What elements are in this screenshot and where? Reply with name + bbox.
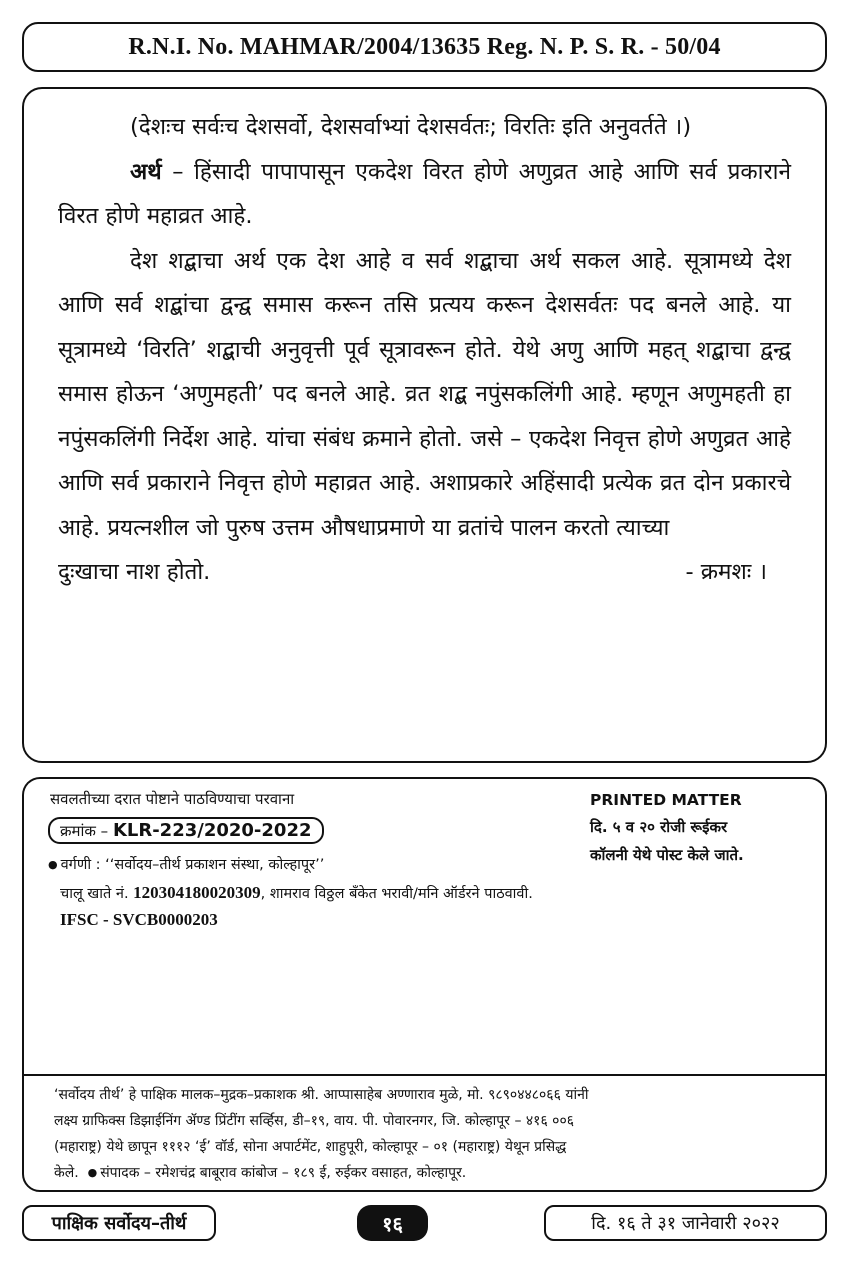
explanation-paragraph: देश शद्बाचा अर्थ एक देश आहे व सर्व शद्बाचा अर्थ सकल आहे. सूत्रामध्ये देश आणि सर्व शद्बांचा द्वन्द्व समास करून तसि प्रत्यय करून देशसर्वतः पद बनले आहे. या सूत्रामध्ये ‘विरति’ शद्बाची अनुवृत्ती पूर्व सूत्रावरून होते. येथे अणु आणि महत् शद्बाचा द्वन्द्व समास होऊन ‘अणुमहती’ पद बनले आहे. व्रत शद्ब नपुंसकलिंगी आहे. म्हणून अणुमहती हा नपुंसकलिंगी निर्देश आहे. यांचा संबंध क्रमाने होतो. जसे – एकदेश निवृत्त होणे अणुव्रत आहे आणि सर्व प्रकाराने निवृत्त होणे महाव्रत आहे. अशाप्रकारे अहिंसादी प्रत्येक व्रत दोन प्रकारचे आहे. प्रयत्नशील जो पुरुष उत्तम औषधाप्रमाणे या व्रतांचे पालन करतो त्याच्या <box>58 247 791 541</box>
postal-license-section <box>22 777 827 1077</box>
bullet-icon: ● <box>87 1166 98 1179</box>
publication-name: पाक्षिक सर्वोदय–तीर्थ <box>22 1205 216 1241</box>
bank-account-line <box>60 883 533 903</box>
imprint-line-3: (महाराष्ट्र) येथे छापून १११२ ‘ई’ वॉर्ड, सोना अपार्टमेंट, शाहुपूरी, कोल्हापूर – ०१ (महाराष्ट्र) येथून प्रसिद्ध <box>54 1139 567 1155</box>
license-number-value: KLR-223/2020-2022 <box>112 820 312 841</box>
publisher-imprint <box>22 1074 827 1192</box>
posting-info-line-2: कॉलनी येथे पोस्ट केले जाते. <box>590 846 744 864</box>
account-suffix: , शामराव विठ्ठल बँकेत भरावी/मनि ऑर्डरने पाठवावी. <box>260 886 533 902</box>
subscription-text: वर्गणी : ‘‘सर्वोदय–तीर्थ प्रकाशन संस्था, कोल्हापूर’’ <box>60 857 325 873</box>
article-body <box>22 87 827 763</box>
rni-registration-text: R.N.I. No. MAHMAR/2004/13635 Reg. N. P. S. R. - 50/04 <box>128 33 721 60</box>
license-number-badge <box>48 817 324 844</box>
ifsc-code: IFSC - SVCB0000203 <box>60 910 218 929</box>
imprint-line-1: ‘सर्वोदय तीर्थ’ हे पाक्षिक मालक–मुद्रक–प्रकाशक श्री. आप्पासाहेब अण्णाराव मुळे, मो. ९८९०४४८०६६ यांनी <box>54 1087 589 1103</box>
printed-matter-label: PRINTED MATTER <box>590 791 742 809</box>
meaning-paragraph <box>58 150 791 239</box>
posting-info-line-1: दि. ५ व २० रोजी रूईकर <box>590 818 728 836</box>
postal-license-title: सवलतीच्या दरात पोष्टाने पाठविण्याचा परवाना <box>50 790 295 808</box>
account-number: 120304180020309 <box>133 883 261 902</box>
explanation-last-line <box>58 550 791 595</box>
sutra-paragraph: (देशःच सर्वःच देशसर्वो, देशसर्वाभ्यां देशसर्वतः; विरतिः इति अनुवर्तते ।) <box>130 114 692 140</box>
bullet-icon: ● <box>48 858 58 871</box>
meaning-term: अर्थ <box>130 158 162 185</box>
rni-header <box>22 22 827 72</box>
issue-date-range: दि. १६ ते ३१ जानेवारी २०२२ <box>544 1205 827 1241</box>
account-prefix: चालू खाते नं. <box>60 886 134 902</box>
explanation-ending: दुःखाचा नाश होतो. <box>58 559 211 585</box>
license-number-label: क्रमांक – <box>60 822 113 840</box>
subscription-line <box>48 854 324 874</box>
imprint-line-4-start: केले. <box>54 1165 79 1181</box>
imprint-line-4 <box>54 1160 795 1186</box>
page-number: १६ <box>357 1205 428 1241</box>
imprint-line-2: लक्ष्य ग्राफिक्स डिझाईनिंग ॲण्ड प्रिंटींग सर्व्हिस, डी–१९, वाय. पी. पोवारनगर, जि. कोल्हापूर – ४१६ ००६ <box>54 1113 575 1129</box>
meaning-text: – हिंसादी पापापासून एकदेश विरत होणे अणुव्रत आहे आणि सर्व प्रकाराने विरत होणे महाव्रत आहे. <box>58 158 791 229</box>
to-be-continued: - क्रमशः । <box>685 559 767 585</box>
editor-credit: संपादक – रमेशचंद्र बाबूराव कांबोज – १८९ ई, रुईकर वसाहत, कोल्हापूर. <box>100 1165 467 1181</box>
